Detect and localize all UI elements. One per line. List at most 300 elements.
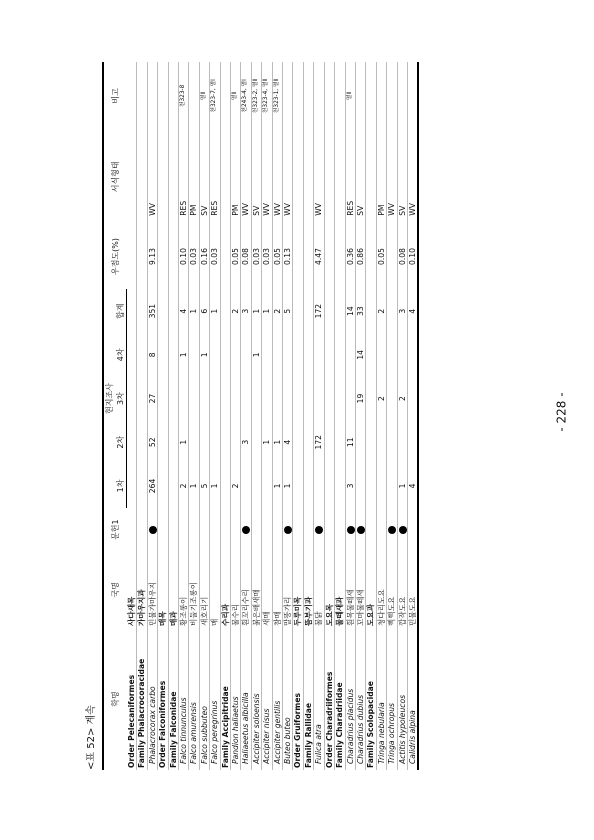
cell-sci: Order Pelecaniformes — [126, 674, 136, 768]
cell-r2 — [168, 420, 178, 464]
cell-r3 — [137, 377, 147, 421]
header-total: 합계 — [115, 289, 127, 333]
cell-sum — [127, 289, 137, 333]
cell-kor: 물수리 — [231, 603, 241, 626]
cell-note — [387, 62, 397, 130]
cell-r2: 4 — [283, 439, 293, 445]
table-row — [251, 62, 261, 770]
cell-r4: 8 — [147, 352, 157, 358]
cell-sci: Order Falconiformes — [158, 680, 168, 768]
cell-r4 — [335, 333, 345, 377]
cell-r4 — [127, 333, 137, 377]
cell-stat: RES — [345, 200, 355, 216]
cell-literature — [199, 508, 209, 552]
cell-kor: 두루미목 — [293, 596, 303, 626]
cell-stat — [137, 130, 147, 224]
cell-sum — [293, 289, 303, 333]
cell-kor: 깝작도요 — [397, 596, 407, 626]
cell-sum — [220, 289, 230, 333]
cell-literature — [324, 508, 334, 552]
cell-r1 — [293, 464, 303, 508]
cell-stat: WV — [387, 203, 397, 216]
cell-sci: Falco tinnunculus — [179, 697, 189, 764]
cell-note: 천323-8 — [180, 84, 187, 108]
cell-stat: PM — [189, 204, 199, 216]
table-row — [189, 62, 199, 770]
cell-kor: 비둘기조롱이 — [189, 581, 199, 626]
cell-literature — [293, 508, 303, 552]
cell-r2 — [376, 420, 386, 464]
cell-r3 — [210, 377, 220, 421]
cell-kor: 물떼새과 — [335, 596, 345, 626]
cell-kor: 도요목 — [324, 603, 334, 626]
header-field-survey: 현지조사 — [103, 289, 115, 508]
header-dominance: 우점도(%) — [103, 224, 127, 290]
cell-r3 — [366, 377, 376, 421]
cell-dom: 0.03 — [210, 248, 220, 265]
cell-literature — [272, 508, 282, 552]
bird-survey-table — [102, 62, 419, 770]
cell-literature — [345, 508, 355, 552]
rotated-table-wrapper — [82, 62, 512, 770]
cell-stat: WV — [407, 203, 417, 216]
cell-kor: 민물도요 — [407, 596, 417, 626]
cell-stat: SV — [199, 205, 209, 216]
table-caption: <표 52> 계속 — [86, 705, 97, 770]
cell-r4 — [303, 333, 313, 377]
cell-sum: 1 — [189, 308, 199, 314]
cell-stat: WV — [272, 203, 282, 216]
cell-note — [127, 62, 137, 130]
cell-r4 — [158, 333, 168, 377]
cell-dom: 0.36 — [345, 248, 355, 265]
cell-r4: 1 — [179, 352, 189, 358]
cell-stat — [293, 130, 303, 224]
cell-sci: Fulica atra — [314, 724, 324, 764]
cell-r4: 1 — [251, 352, 261, 358]
cell-r1 — [137, 464, 147, 508]
cell-r1 — [376, 464, 386, 508]
cell-note — [303, 62, 313, 130]
cell-sci: Family Charadriidae — [335, 682, 345, 768]
cell-r4: 14 — [355, 350, 365, 360]
cell-r2 — [303, 420, 313, 464]
recorded-dot-icon — [315, 526, 323, 534]
cell-r3 — [127, 377, 137, 421]
cell-r4 — [376, 333, 386, 377]
cell-sci: Tringa nebularia — [376, 702, 386, 764]
cell-dom — [387, 224, 397, 290]
cell-r4 — [137, 333, 147, 377]
cell-note: 멸Ⅱ — [200, 91, 207, 101]
cell-r2 — [397, 420, 407, 464]
header-round1: 1차 — [115, 464, 127, 508]
cell-sum — [366, 289, 376, 333]
cell-r4 — [407, 333, 418, 377]
cell-sum: 33 — [355, 306, 365, 316]
cell-r1: 264 — [147, 478, 157, 494]
cell-sum: 2 — [272, 308, 282, 314]
cell-literature — [241, 508, 251, 552]
cell-literature — [283, 508, 293, 552]
table-row — [272, 62, 282, 770]
cell-sum: 1 — [251, 308, 261, 314]
table-row — [355, 62, 365, 770]
cell-r2: 3 — [241, 439, 251, 445]
cell-kor: 사다새목 — [126, 596, 136, 626]
cell-note: 멸Ⅱ — [232, 91, 239, 101]
cell-r4 — [283, 333, 293, 377]
header-status: 서식형태 — [103, 130, 127, 224]
cell-r3 — [283, 377, 293, 421]
cell-dom — [293, 224, 303, 290]
cell-note — [158, 62, 168, 130]
cell-sum — [303, 289, 313, 333]
cell-sum: 5 — [283, 308, 293, 314]
cell-r4 — [210, 333, 220, 377]
cell-r3 — [251, 377, 261, 421]
cell-r4 — [366, 333, 376, 377]
cell-stat: SV — [397, 205, 407, 216]
cell-note: 천243-4, 멸Ⅰ — [242, 79, 249, 113]
cell-dom: 0.13 — [283, 248, 293, 265]
table-header — [103, 62, 127, 770]
cell-literature — [127, 508, 137, 552]
table-row — [397, 62, 407, 770]
cell-r1: 5 — [199, 483, 209, 489]
cell-kor: 물닭 — [314, 611, 324, 626]
cell-sci: Buteo buteo — [283, 717, 293, 764]
cell-literature — [179, 508, 189, 552]
cell-literature — [137, 508, 147, 552]
cell-sci: Tringa ochropus — [387, 703, 397, 764]
cell-r2: 1 — [272, 439, 282, 445]
cell-stat: WV — [147, 203, 157, 216]
cell-note — [355, 62, 365, 130]
cell-r1 — [314, 464, 324, 508]
cell-kor: 황조롱이 — [179, 596, 189, 626]
cell-note: 멸Ⅱ — [346, 91, 353, 101]
cell-sum: 4 — [407, 308, 417, 314]
table-row — [158, 62, 168, 770]
cell-r1: 1 — [210, 483, 220, 489]
cell-kor: 매과 — [168, 611, 178, 626]
cell-r2 — [231, 420, 241, 464]
cell-sci: Family Phalacrocoracidae — [137, 658, 147, 768]
cell-r1 — [335, 464, 345, 508]
cell-stat — [168, 130, 178, 224]
cell-literature — [355, 508, 365, 552]
cell-r2: 172 — [314, 435, 324, 450]
cell-sci: Accipiter gentilis — [272, 700, 282, 764]
cell-dom — [168, 224, 178, 290]
cell-r1 — [262, 464, 272, 508]
cell-r2 — [407, 420, 418, 464]
cell-dom: 0.05 — [272, 248, 282, 265]
header-scientific: 학명 — [103, 628, 127, 770]
cell-note — [407, 62, 418, 130]
cell-kor: 민물가마우지 — [147, 581, 157, 626]
cell-r2 — [366, 420, 376, 464]
cell-r3: 19 — [355, 393, 365, 404]
cell-r1 — [251, 464, 261, 508]
cell-r1 — [387, 464, 397, 508]
cell-note: 천323-2, 멸Ⅱ — [252, 78, 259, 114]
cell-r2 — [158, 420, 168, 464]
cell-r4 — [397, 333, 407, 377]
cell-dom: 0.05 — [231, 248, 241, 265]
table-row — [231, 62, 241, 770]
cell-r1: 2 — [231, 483, 241, 489]
cell-stat — [324, 130, 334, 224]
cell-sum: 1 — [210, 308, 220, 314]
cell-sci: Accipiter soloensis — [251, 693, 261, 764]
cell-sum — [137, 289, 147, 333]
cell-r3 — [335, 377, 345, 421]
cell-stat — [335, 130, 345, 224]
cell-r3 — [272, 377, 282, 421]
cell-note — [376, 62, 386, 130]
cell-stat: WV — [314, 203, 324, 216]
cell-dom: 0.03 — [189, 248, 199, 265]
cell-dom — [366, 224, 376, 290]
cell-kor: 붉은배새매 — [251, 589, 261, 626]
cell-literature — [407, 508, 418, 552]
cell-r4 — [345, 333, 355, 377]
cell-dom: 0.86 — [355, 248, 365, 265]
header-round4: 4차 — [115, 333, 127, 377]
cell-r2: 11 — [345, 437, 355, 448]
cell-r4 — [189, 333, 199, 377]
cell-r3 — [293, 377, 303, 421]
page-number: - 228 - — [554, 392, 569, 432]
cell-note — [324, 62, 334, 130]
cell-sci: Charadrius dubius — [355, 694, 365, 764]
cell-dom: 0.16 — [199, 248, 209, 265]
cell-r1: 4 — [407, 483, 417, 489]
table-row — [283, 62, 293, 770]
cell-sum: 14 — [345, 306, 355, 316]
table-row — [335, 62, 345, 770]
cell-kor: 삑삑도요 — [387, 596, 397, 626]
cell-note — [366, 62, 376, 130]
header-note: 비고 — [103, 62, 127, 130]
table-row — [376, 62, 386, 770]
cell-note — [147, 62, 157, 130]
cell-note — [283, 62, 293, 130]
cell-note: 천323-4, 멸Ⅱ — [263, 78, 270, 114]
cell-r2 — [137, 420, 147, 464]
cell-sci: Haliaeetus albicilla — [241, 692, 251, 764]
cell-r4 — [387, 333, 397, 377]
cell-dom: 0.03 — [251, 248, 261, 265]
cell-note — [293, 62, 303, 130]
cell-r3 — [189, 377, 199, 421]
cell-r4 — [314, 333, 324, 377]
table-row — [262, 62, 272, 770]
table-row — [220, 62, 230, 770]
cell-r2 — [127, 420, 137, 464]
cell-literature — [210, 508, 220, 552]
cell-r2 — [189, 420, 199, 464]
cell-r1: 1 — [272, 483, 282, 489]
cell-r1: 1 — [283, 483, 293, 489]
recorded-dot-icon — [357, 526, 365, 534]
cell-dom: 0.08 — [397, 248, 407, 265]
cell-note — [137, 62, 147, 130]
cell-r4: 1 — [199, 352, 209, 358]
cell-sci: Falco amurensis — [189, 702, 199, 764]
cell-r2: 52 — [147, 437, 157, 448]
cell-literature — [376, 508, 386, 552]
table-row — [199, 62, 209, 770]
cell-r1: 1 — [397, 483, 407, 489]
recorded-dot-icon — [347, 526, 355, 534]
cell-note — [168, 62, 178, 130]
cell-sci: Falco peregrinus — [210, 700, 220, 764]
cell-sum: 1 — [262, 308, 272, 314]
cell-r2: 1 — [179, 439, 189, 445]
cell-dom — [158, 224, 168, 290]
cell-stat: PM — [376, 204, 386, 216]
cell-r3 — [387, 377, 397, 421]
cell-r3 — [179, 377, 189, 421]
cell-sum: 172 — [314, 303, 324, 319]
cell-note — [189, 62, 199, 130]
cell-note — [397, 62, 407, 130]
cell-dom — [220, 224, 230, 290]
cell-r1: 1 — [189, 483, 199, 489]
table-row — [314, 62, 324, 770]
cell-dom: 0.05 — [376, 248, 386, 265]
cell-sci: Family Accipitridae — [220, 686, 230, 768]
cell-r2 — [220, 420, 230, 464]
cell-sum: 6 — [199, 308, 209, 314]
cell-r3 — [345, 377, 355, 421]
cell-stat: WV — [241, 203, 251, 216]
cell-sum: 3 — [397, 308, 407, 314]
rotated-table-content — [82, 62, 512, 770]
cell-sci: Phalacrocorax carbo — [147, 686, 157, 764]
cell-r3 — [168, 377, 178, 421]
cell-r4 — [231, 333, 241, 377]
cell-sum — [168, 289, 178, 333]
cell-literature — [251, 508, 261, 552]
header-korean: 국명 — [103, 552, 127, 628]
cell-dom: 0.10 — [407, 248, 417, 265]
table-row — [366, 62, 376, 770]
table-row — [168, 62, 178, 770]
header-round2: 2차 — [115, 420, 127, 464]
cell-dom: 0.10 — [179, 248, 189, 265]
cell-sum: 2 — [376, 308, 386, 314]
cell-kor: 새호리기 — [199, 596, 209, 626]
table-row — [345, 62, 355, 770]
cell-r1 — [158, 464, 168, 508]
cell-dom — [335, 224, 345, 290]
cell-literature — [231, 508, 241, 552]
cell-literature — [168, 508, 178, 552]
cell-r2 — [210, 420, 220, 464]
cell-sci: Family Falconidae — [168, 691, 178, 768]
cell-stat: WV — [262, 203, 272, 216]
cell-r2 — [335, 420, 345, 464]
cell-literature — [303, 508, 313, 552]
cell-stat — [220, 130, 230, 224]
cell-sum: 351 — [147, 303, 157, 319]
cell-r3: 27 — [147, 393, 157, 404]
table-row — [387, 62, 397, 770]
table-row — [137, 62, 147, 770]
cell-note — [314, 62, 324, 130]
cell-dom — [324, 224, 334, 290]
recorded-dot-icon — [388, 526, 396, 534]
cell-stat: PM — [231, 204, 241, 216]
table-row — [241, 62, 251, 770]
cell-kor: 매목 — [158, 611, 168, 626]
cell-dom: 9.13 — [147, 248, 157, 265]
cell-r4 — [262, 333, 272, 377]
cell-r1 — [127, 464, 137, 508]
cell-stat: SV — [355, 205, 365, 216]
cell-r3 — [220, 377, 230, 421]
cell-literature — [220, 508, 230, 552]
cell-r1 — [241, 464, 251, 508]
cell-literature — [262, 508, 272, 552]
recorded-dot-icon — [242, 526, 250, 534]
cell-r4 — [168, 333, 178, 377]
cell-literature — [366, 508, 376, 552]
cell-dom — [127, 224, 137, 290]
table-row — [179, 62, 189, 770]
table-row — [293, 62, 303, 770]
cell-r3 — [324, 377, 334, 421]
cell-literature — [314, 508, 324, 552]
cell-stat — [366, 130, 376, 224]
cell-kor: 꼬마물떼새 — [355, 589, 365, 626]
header-round3: 3차 — [115, 377, 127, 421]
table-row — [407, 62, 418, 770]
cell-r3 — [231, 377, 241, 421]
cell-r2 — [355, 420, 365, 464]
cell-kor: 뜸부기과 — [303, 596, 313, 626]
cell-r4 — [293, 333, 303, 377]
cell-r1 — [303, 464, 313, 508]
cell-stat — [127, 130, 137, 224]
cell-sum: 2 — [231, 308, 241, 314]
cell-kor: 매 — [210, 618, 220, 626]
cell-sci: Falco subbuteo — [199, 706, 209, 764]
cell-kor: 도요과 — [366, 603, 376, 626]
cell-sci: Actitis hypoleucos — [397, 694, 407, 764]
table-body — [127, 62, 419, 770]
cell-r1: 2 — [179, 483, 189, 489]
table-row — [127, 62, 137, 770]
cell-literature — [147, 508, 157, 552]
cell-stat: RES — [210, 200, 220, 216]
cell-sum — [324, 289, 334, 333]
cell-kor: 가마우지과 — [137, 589, 147, 626]
table-row — [210, 62, 220, 770]
cell-sum: 3 — [241, 308, 251, 314]
cell-sci: Calidris alpina — [407, 710, 417, 764]
cell-sci: Accipiter nisus — [262, 708, 272, 764]
cell-r1 — [220, 464, 230, 508]
cell-r4 — [241, 333, 251, 377]
cell-stat — [158, 130, 168, 224]
cell-r2 — [199, 420, 209, 464]
cell-sum — [387, 289, 397, 333]
